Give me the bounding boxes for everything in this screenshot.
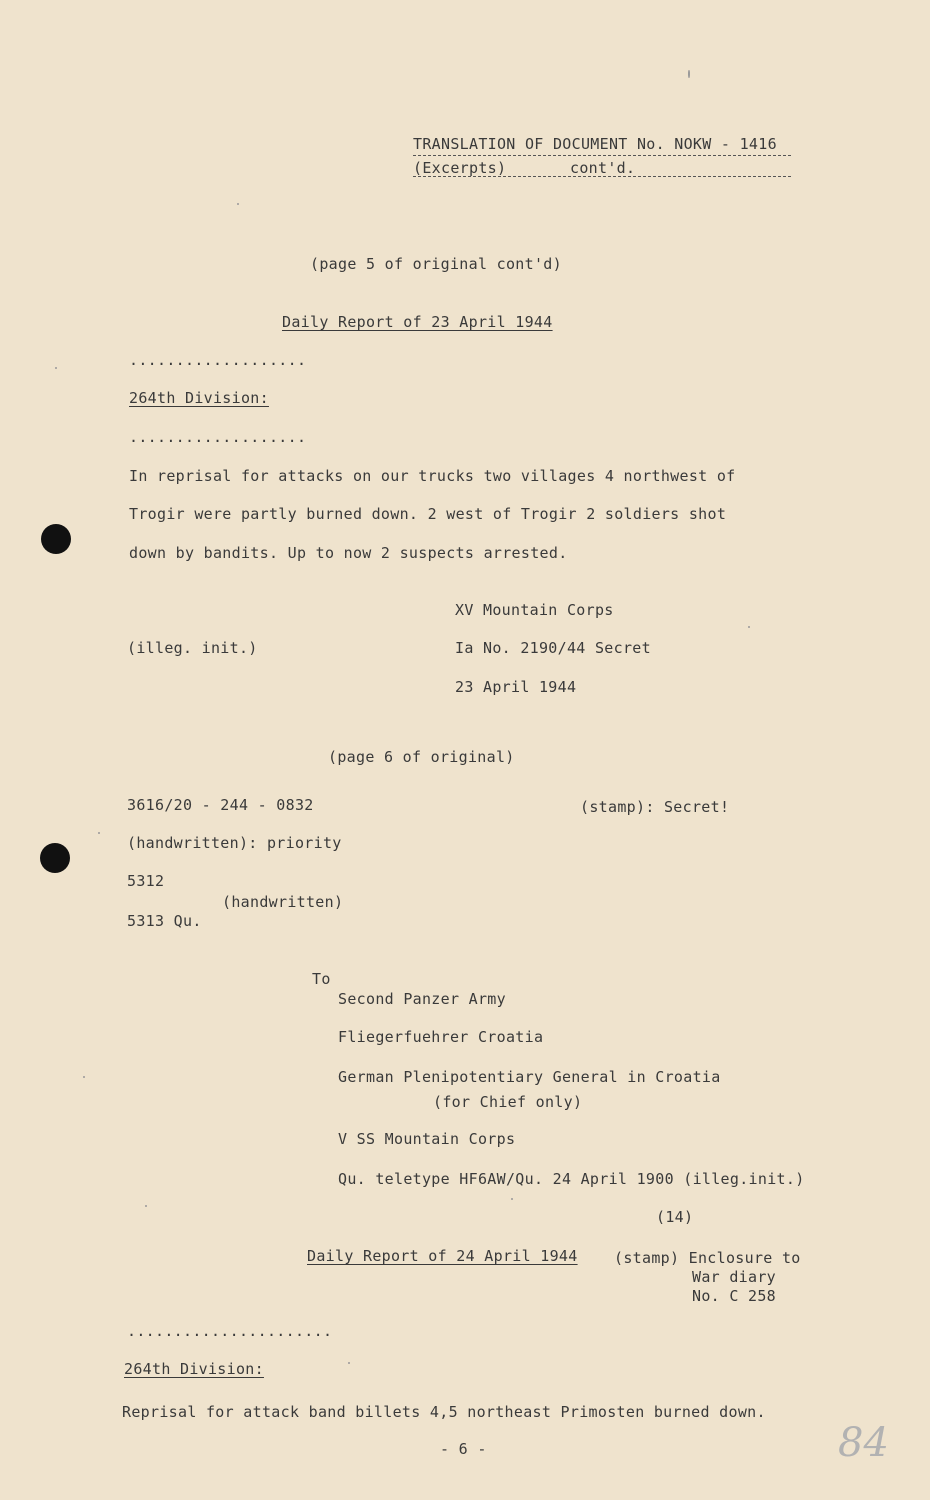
paragraph-line: down by bandits. Up to now 2 suspects arrested. [129, 544, 568, 562]
report-title-24-april: Daily Report of 24 April 1944 [307, 1247, 578, 1265]
teletype-line: Qu. teletype HF6AW/Qu. 24 April 1900 (illeg.init.) [338, 1170, 805, 1188]
paper-speck [55, 367, 57, 369]
punch-hole [40, 843, 70, 873]
paper-speck [511, 1198, 513, 1200]
recipient: German Plenipotentiary General in Croatia [338, 1068, 721, 1086]
handwritten-note: (handwritten) [222, 893, 344, 911]
signature-reference: Ia No. 2190/44 Secret [455, 639, 651, 657]
ellipsis-row: ................... [129, 428, 307, 446]
stamp-enclosure: (stamp) Enclosure to [614, 1249, 801, 1267]
stamp-number: No. C 258 [692, 1287, 776, 1305]
page-number: - 6 - [440, 1440, 487, 1458]
number-5313: 5313 Qu. [127, 912, 202, 930]
recipient-note: (for Chief only) [433, 1093, 583, 1111]
handwritten-folio-number: 84 [838, 1420, 889, 1466]
contd-label: cont'd. [570, 159, 636, 177]
stamp-secret: (stamp): Secret! [580, 798, 730, 816]
reference-number: 3616/20 - 244 - 0832 [127, 796, 314, 814]
page-note-6: (page 6 of original) [328, 748, 515, 766]
to-label: To [312, 970, 331, 988]
signature-corps: XV Mountain Corps [455, 601, 614, 619]
recipient: V SS Mountain Corps [338, 1130, 516, 1148]
stamp-war-diary: War diary [692, 1268, 776, 1286]
paper-speck [688, 70, 690, 78]
ellipsis-row: ................... [129, 351, 307, 369]
division-heading: 264th Division: [124, 1360, 264, 1378]
number-5312: 5312 [127, 872, 165, 890]
paragraph-line: Trogir were partly burned down. 2 west of Trogir 2 soldiers shot [129, 505, 727, 523]
paper-speck [98, 832, 100, 834]
reprisal-line: Reprisal for attack band billets 4,5 northeast Primosten burned down. [122, 1403, 766, 1421]
paper-speck [348, 1362, 350, 1364]
punch-hole [41, 524, 71, 554]
paper-speck [748, 626, 750, 628]
paragraph-line: In reprisal for attacks on our trucks two villages 4 northwest of [129, 467, 736, 485]
paper-speck [83, 1076, 85, 1078]
item-number: (14) [656, 1208, 694, 1226]
ellipsis-row: ...................... [127, 1322, 333, 1340]
division-heading: 264th Division: [129, 389, 269, 407]
recipient: Fliegerfuehrer Croatia [338, 1028, 544, 1046]
document-title: TRANSLATION OF DOCUMENT No. NOKW - 1416 [413, 135, 777, 153]
signature-date: 23 April 1944 [455, 678, 577, 696]
handwritten-priority: (handwritten): priority [127, 834, 342, 852]
recipient: Second Panzer Army [338, 990, 506, 1008]
header-rule-top [413, 155, 791, 156]
page-note-5: (page 5 of original cont'd) [310, 255, 562, 273]
header-rule-bottom [413, 176, 791, 177]
paper-speck [237, 203, 239, 205]
paper-speck [145, 1205, 147, 1207]
excerpts-label: (Excerpts) [413, 159, 507, 177]
report-title-23-april: Daily Report of 23 April 1944 [282, 313, 553, 331]
signature-illegible: (illeg. init.) [127, 639, 258, 657]
